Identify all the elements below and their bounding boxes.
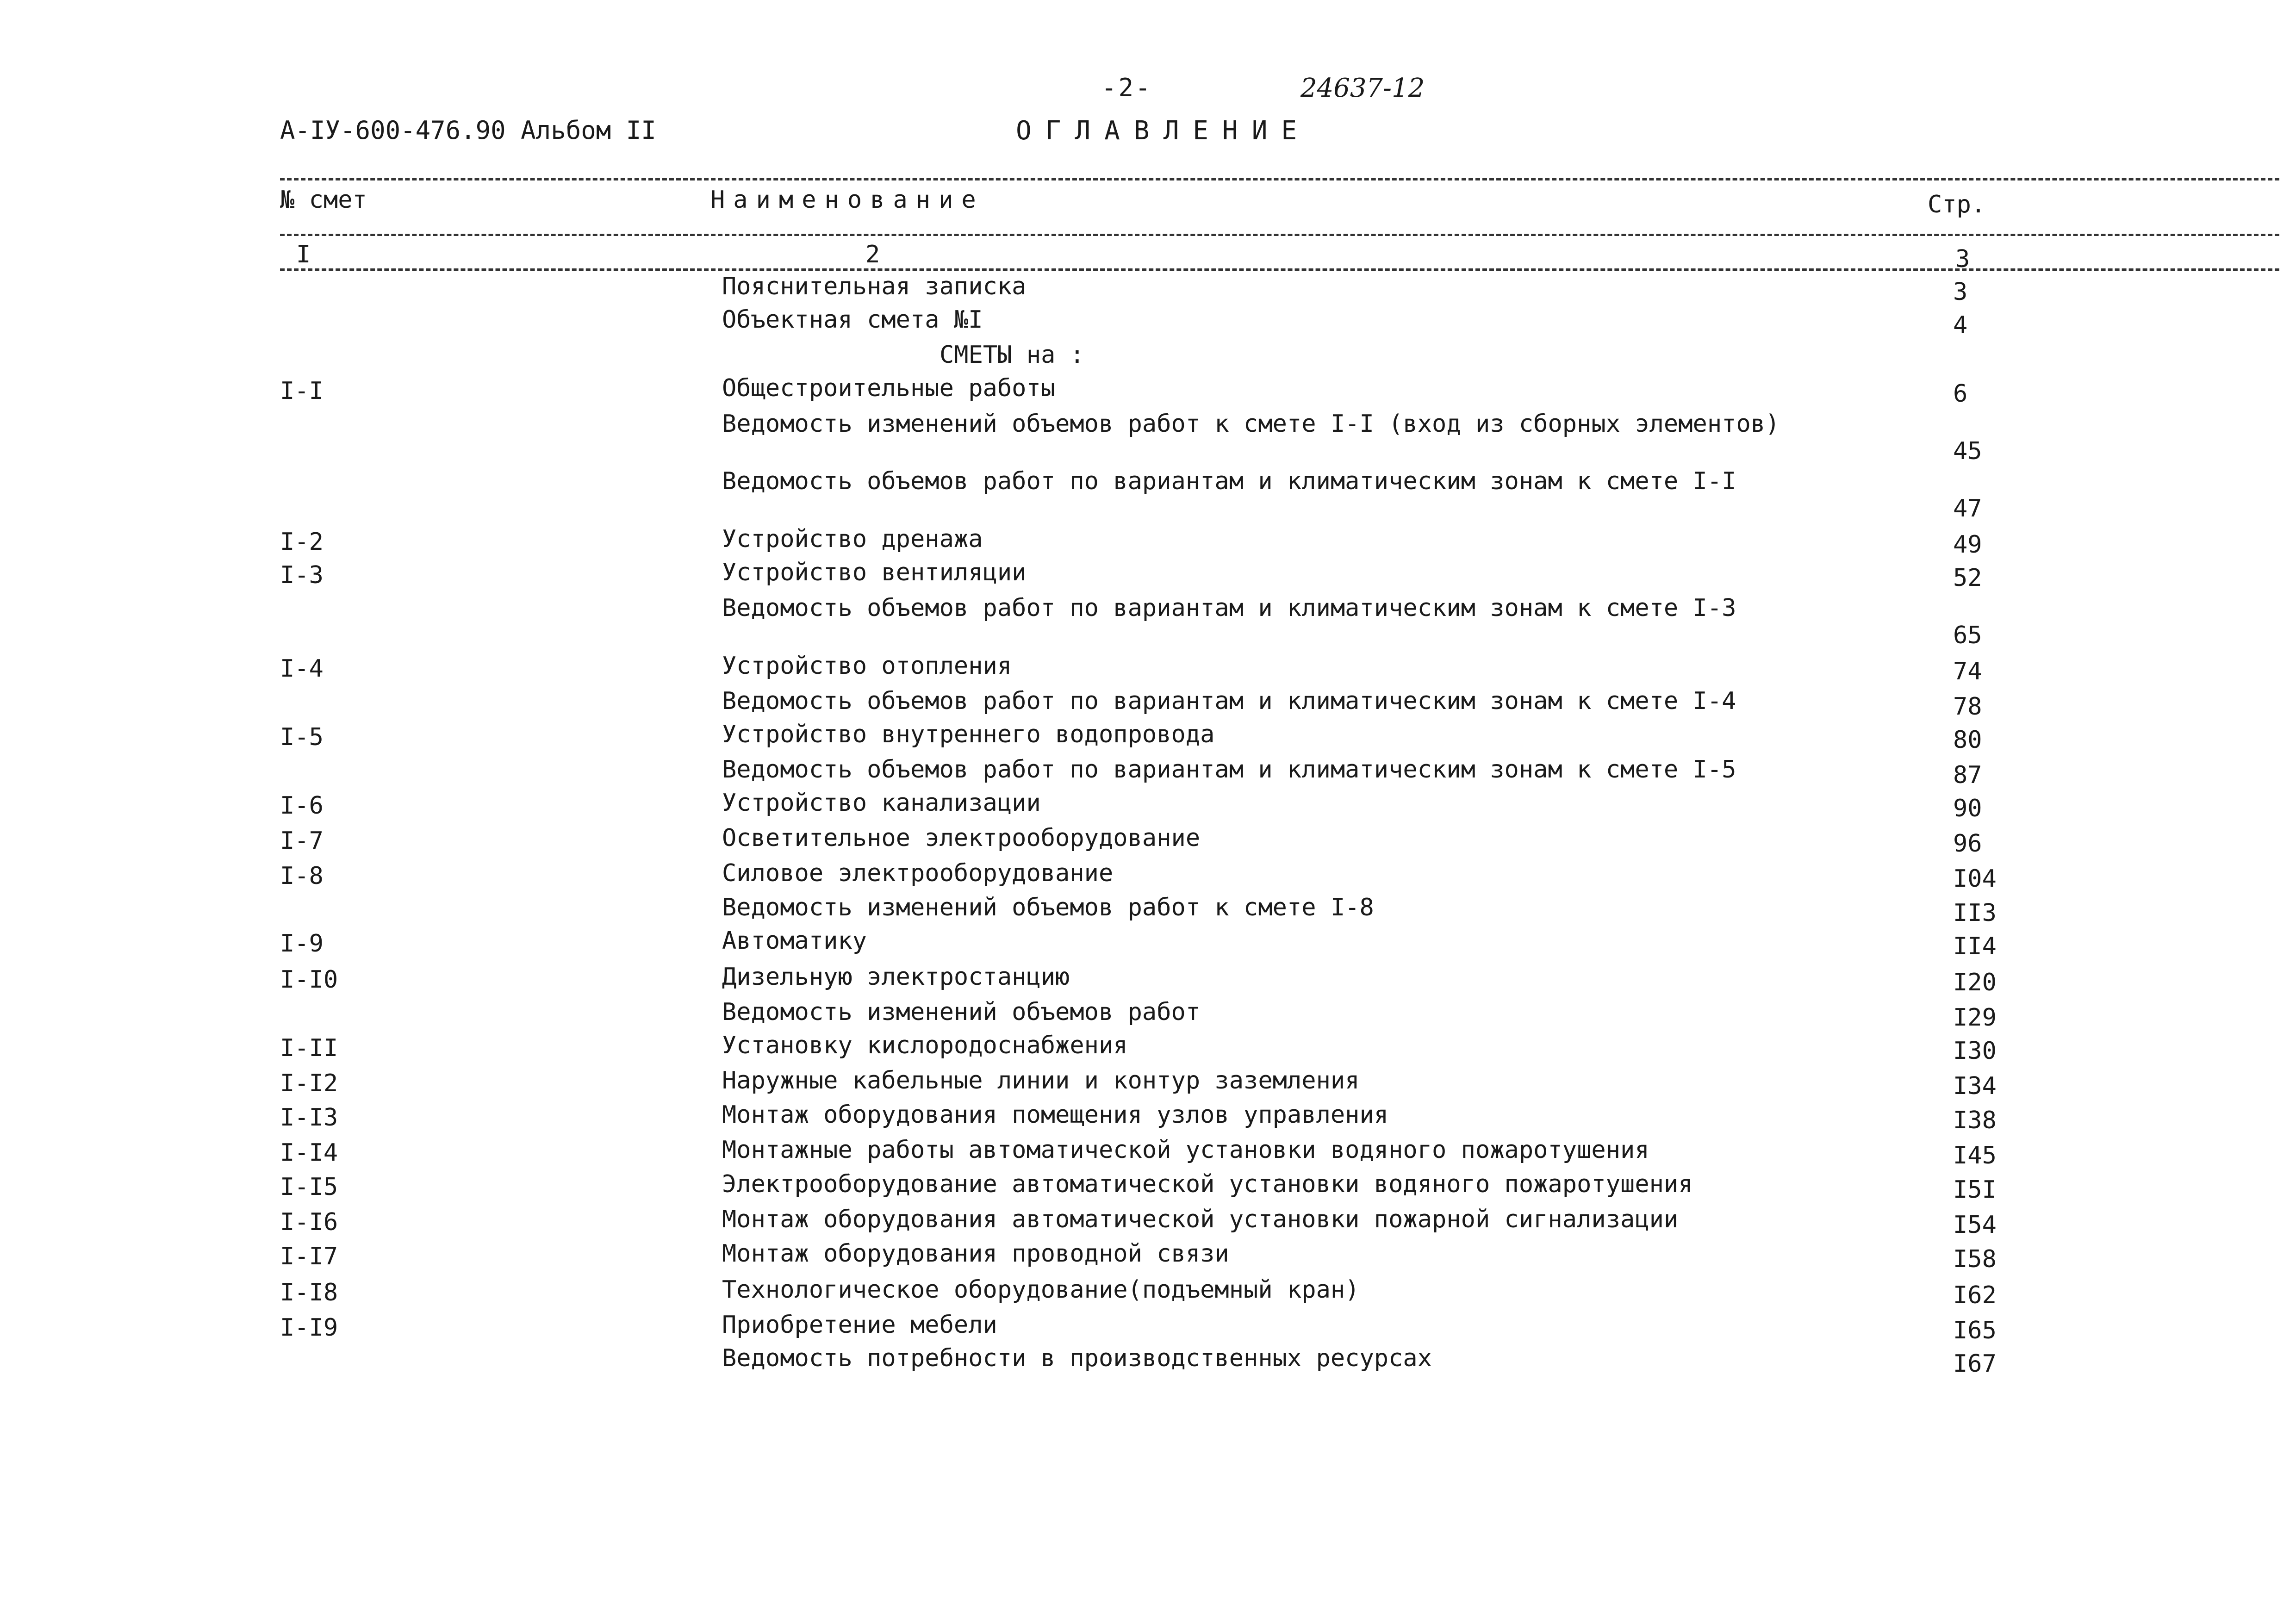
toc-row xyxy=(0,1208,2296,1243)
toc-row-page: 4 xyxy=(1953,311,1968,339)
toc-row xyxy=(0,824,2296,862)
toc-row-page: 90 xyxy=(1953,795,1982,822)
toc-row-number: I-I4 xyxy=(280,1139,338,1167)
column-header-number: № смет xyxy=(280,186,367,214)
toc-row-page: I62 xyxy=(1953,1281,1997,1309)
toc-row-number: I-I2 xyxy=(280,1070,338,1097)
toc-row-title: Общестроительные работы xyxy=(722,374,1056,402)
toc-row-title: Ведомость объемов работ по вариантам и климатическим зонам к смете I-5 xyxy=(722,756,1736,784)
toc-row-title: Силовое электрооборудование xyxy=(722,859,1114,887)
toc-row xyxy=(0,1240,2296,1279)
toc-row-page: 78 xyxy=(1953,693,1982,721)
toc-row-number: I-I8 xyxy=(280,1279,338,1306)
toc-row-number: I-I0 xyxy=(280,966,338,994)
toc-row-number: I-6 xyxy=(280,792,324,820)
toc-row xyxy=(0,1136,2296,1173)
toc-row-number: I-I9 xyxy=(280,1314,338,1342)
toc-row-page: I04 xyxy=(1953,865,1997,893)
toc-row xyxy=(0,1067,2296,1104)
toc-row-title: Монтаж оборудования автоматической установки пожарной сигнализации xyxy=(722,1206,1679,1233)
toc-row xyxy=(0,859,2296,896)
toc-row-number: I-I3 xyxy=(280,1104,338,1132)
divider-bottom xyxy=(280,268,2279,271)
toc-row-number: I-I xyxy=(280,377,324,405)
toc-row xyxy=(0,998,2296,1034)
toc-row-title: Технологическое оборудование(подъемный кран) xyxy=(722,1276,1360,1304)
toc-row-page: 87 xyxy=(1953,761,1982,789)
toc-row xyxy=(0,594,2296,655)
toc-row-title: Монтажные работы автоматической установки водяного пожаротушения xyxy=(722,1136,1649,1164)
toc-row-number: I-3 xyxy=(280,561,324,589)
toc-row-number: I-I6 xyxy=(280,1208,338,1236)
toc-row xyxy=(0,275,2296,309)
toc-row-page: 65 xyxy=(1953,622,1982,649)
toc-row xyxy=(0,341,2296,377)
toc-row-page: I58 xyxy=(1953,1245,1997,1273)
toc-row-title: Ведомость изменений объемов работ к смете I-8 xyxy=(722,894,1374,921)
toc-row-title: Осветительное электрооборудование xyxy=(722,824,1201,852)
toc-row-page: 52 xyxy=(1953,564,1982,592)
toc-row xyxy=(0,467,2296,528)
toc-row-title: Электрооборудование автоматической установки водяного пожаротушения xyxy=(722,1170,1693,1198)
toc-row-page: I5I xyxy=(1953,1176,1997,1204)
toc-row-number: I-4 xyxy=(280,655,324,683)
toc-row-page: 3 xyxy=(1953,278,1968,306)
toc-row-page: II4 xyxy=(1953,933,1997,960)
toc-row-number: I-5 xyxy=(280,723,324,751)
album-code: А-IУ-600-476.90 Альбом II xyxy=(280,116,656,145)
toc-row-page: 6 xyxy=(1953,380,1968,408)
toc-row-number: I-9 xyxy=(280,930,324,958)
toc-row-title: Устройство дренажа xyxy=(722,525,983,553)
toc-row-title: Наружные кабельные линии и контур заземления xyxy=(722,1067,1360,1094)
toc-row xyxy=(0,306,2296,344)
toc-row xyxy=(0,963,2296,1001)
toc-row xyxy=(0,525,2296,561)
toc-row-page: I29 xyxy=(1953,1004,1997,1032)
toc-row-title: Ведомость изменений объемов работ к смете I-I (вход из сборных элементов) xyxy=(722,410,1780,438)
toc-row-page: 74 xyxy=(1953,658,1982,685)
toc-row xyxy=(0,896,2296,930)
toc-row-number: I-7 xyxy=(280,827,324,855)
toc-row-title: Монтаж оборудования помещения узлов управления xyxy=(722,1101,1389,1129)
toc-row-page: I65 xyxy=(1953,1317,1997,1344)
toc-row-page: 49 xyxy=(1953,531,1982,559)
toc-row-title: СМЕТЫ на : xyxy=(940,341,1085,369)
table-of-contents xyxy=(0,275,2296,1383)
toc-row xyxy=(0,1344,2296,1383)
toc-row-page: II3 xyxy=(1953,899,1997,927)
toc-row-title: Устройство канализации xyxy=(722,789,1041,817)
toc-row xyxy=(0,1101,2296,1139)
toc-row-page: 96 xyxy=(1953,830,1982,858)
toc-row-page: I67 xyxy=(1953,1350,1997,1378)
toc-row-title: Ведомость объемов работ по вариантам и климатическим зонам к смете I-4 xyxy=(722,687,1736,715)
toc-row-title: Устройство внутреннего водопровода xyxy=(722,721,1215,748)
toc-row xyxy=(0,723,2296,759)
divider-middle xyxy=(280,234,2279,236)
page-number: -2- xyxy=(1101,73,1152,102)
column-index-1: I xyxy=(296,241,311,268)
toc-row-title: Установку кислородоснабжения xyxy=(722,1032,1128,1059)
toc-row xyxy=(0,1170,2296,1208)
toc-row-title: Ведомость потребности в производственных ресурсах xyxy=(722,1344,1432,1372)
toc-row-page: I38 xyxy=(1953,1107,1997,1134)
toc-row-page: 45 xyxy=(1953,437,1982,465)
toc-row-number: I-I5 xyxy=(280,1173,338,1201)
toc-row-title: Ведомость объемов работ по вариантам и климатическим зонам к смете I-3 xyxy=(722,594,1736,622)
toc-row xyxy=(0,927,2296,966)
toc-row-number: I-2 xyxy=(280,528,324,556)
toc-row-title: Устройство отопления xyxy=(722,652,1012,680)
toc-row-page: I54 xyxy=(1953,1211,1997,1239)
column-index-3: 3 xyxy=(1955,245,1970,273)
toc-row-page: 80 xyxy=(1953,726,1982,754)
toc-row-title: Дизельную электростанцию xyxy=(722,963,1070,991)
toc-row-title: Автоматику xyxy=(722,927,867,955)
column-header-name: Наименование xyxy=(710,186,984,214)
toc-row-number: I-II xyxy=(280,1034,338,1062)
toc-row xyxy=(0,1034,2296,1070)
toc-row-title: Ведомость изменений объемов работ xyxy=(722,998,1201,1026)
toc-row-page: I30 xyxy=(1953,1037,1997,1065)
toc-row-title: Ведомость объемов работ по вариантам и климатическим зонам к смете I-I xyxy=(722,467,1736,495)
toc-row xyxy=(0,374,2296,413)
toc-row-title: Монтаж оборудования проводной связи xyxy=(722,1240,1229,1268)
toc-row-number: I-I7 xyxy=(280,1243,338,1270)
toc-row-title: Устройство вентиляции xyxy=(722,559,1027,586)
toc-row xyxy=(0,1311,2296,1347)
toc-row-title: Объектная смета №I xyxy=(722,306,983,334)
document-number: 24637-12 xyxy=(1300,73,1425,103)
column-index-2: 2 xyxy=(865,241,880,268)
toc-row xyxy=(0,652,2296,690)
toc-row xyxy=(0,789,2296,827)
toc-row-number: I-8 xyxy=(280,862,324,890)
toc-row xyxy=(0,756,2296,792)
toc-row xyxy=(0,410,2296,471)
toc-row-title: Пояснительная записка xyxy=(722,273,1027,300)
toc-row-page: I20 xyxy=(1953,969,1997,996)
toc-row-title: Приобретение мебели xyxy=(722,1311,997,1339)
toc-row-page: I34 xyxy=(1953,1072,1997,1100)
column-header-page: Стр. xyxy=(1928,191,1986,218)
toc-row xyxy=(0,1276,2296,1314)
page-title: ОГЛАВЛЕНИЕ xyxy=(1016,116,1311,146)
toc-row-page: I45 xyxy=(1953,1142,1997,1169)
toc-row xyxy=(0,687,2296,723)
toc-row-page: 47 xyxy=(1953,495,1982,522)
divider-top xyxy=(280,178,2279,180)
toc-row xyxy=(0,561,2296,597)
